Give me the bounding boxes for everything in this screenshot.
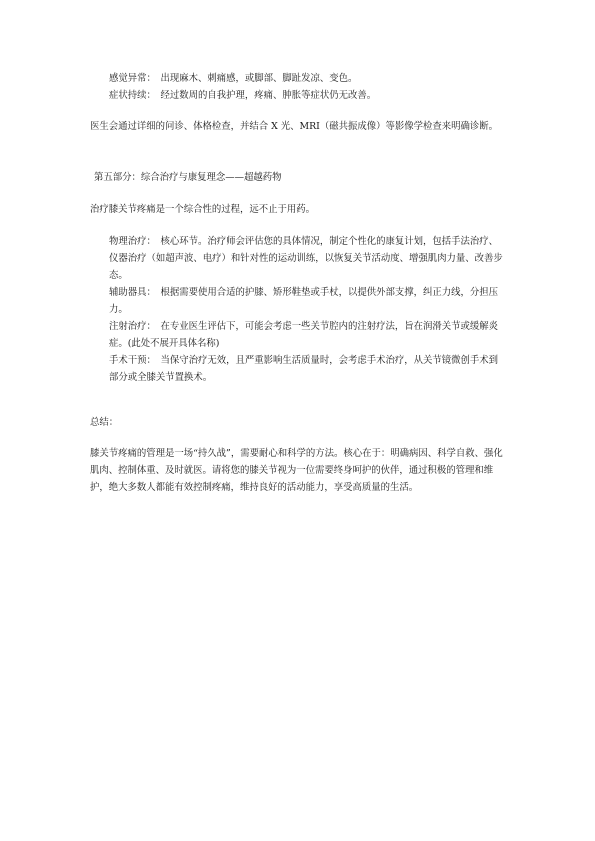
summary-label: 总结： [90,417,119,428]
symptom-persistent: 症状持续： 经过数周的自我护理，疼痛、肿胀等症状仍无改善。 [109,90,377,101]
summary-paragraph: 膝关节疼痛的管理是一场“持久战”，需要耐心和科学的方法。核心在于：明确病因、科学自救、强化肌肉、控制体重、及时就医。请将您的膝关节视为一位需要终身呵护的伙伴，通过积极的管理和维护，绝大多数人都能有效控制疼痛，维持良好的活动能力，享受高质量的生活。 [90,448,503,493]
surgery-paragraph: 手术干预： 当保守治疗无效，且严重影响生活质量时，会考虑手术治疗，从关节镜微创手术到部分或全膝关节置换术。 [109,355,499,383]
physical-therapy-paragraph: 物理治疗： 核心环节。治疗师会评估您的具体情况，制定个性化的康复计划，包括手法治疗、仪器治疗（如超声波、电疗）和针对性的运动训练，以恢复关节活动度、增强肌肉力量、改善步态。 [109,236,503,281]
treatment-intro: 治疗膝关节疼痛是一个综合性的过程，远不止于用药。 [90,204,316,215]
diagnosis-paragraph: 医生会通过详细的问诊、体格检查，并结合 X 光、MRI（磁共振成像）等影像学检查来明确诊断。 [90,121,498,132]
injection-therapy-paragraph: 注射治疗： 在专业医生评估下，可能会考虑一些关节腔内的注射疗法，旨在润滑关节或缓解炎症。(此处不展开具体名称) [109,321,499,349]
assistive-devices-paragraph: 辅助器具： 根据需要使用合适的护膝、矫形鞋垫或手杖，以提供外部支撑，纠正力线，分担压力。 [109,287,499,315]
section-heading: 第五部分：综合治疗与康复理念——超越药物 [94,172,282,183]
symptom-sensation: 感觉异常： 出现麻木、刺痛感，或脚部、脚趾发凉、变色。 [109,73,358,84]
